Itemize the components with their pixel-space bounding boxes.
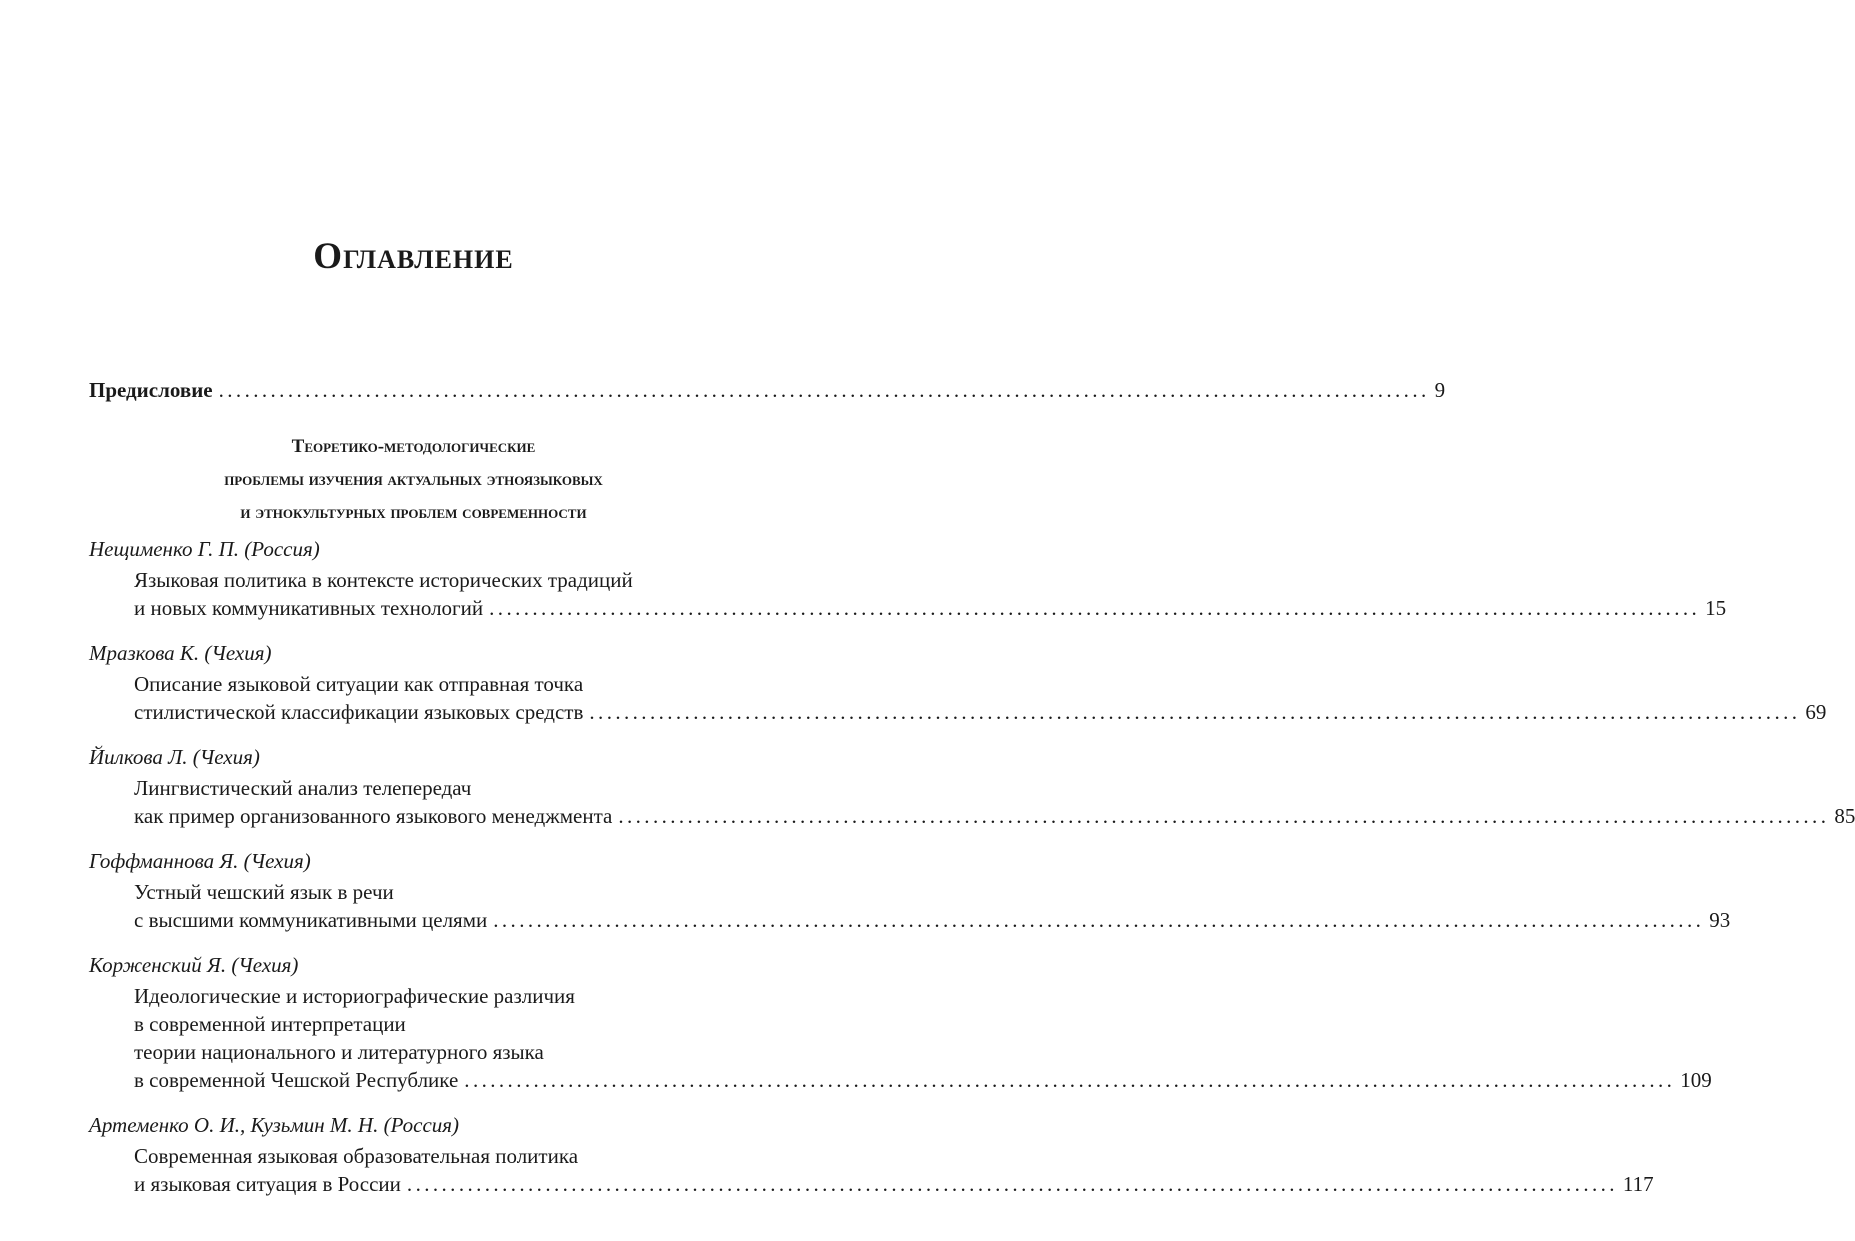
entry-title [134, 670, 1827, 726]
table-of-contents [89, 372, 1855, 1198]
section-heading-line: Теоретико-методологические [291, 436, 536, 457]
entry-title [134, 566, 1727, 622]
entry-title-line: и языковая ситуация в России [134, 1172, 401, 1196]
toc-entry[interactable] [89, 533, 1727, 622]
entry-author: Артеменко О. И., Кузьмин М. Н. (Россия) [89, 1113, 460, 1137]
entry-title-line: Идеологические и историографические различия [134, 984, 575, 1008]
entry-title-line: Лингвистический анализ телепередач [134, 776, 472, 800]
entry-title-line: как пример организованного языкового менеджмента [134, 804, 613, 828]
entry-author: Мразкова К. (Чехия) [89, 641, 272, 665]
entry-title [134, 1142, 1654, 1198]
dot-leader: ............................................................................................................................................ [218, 378, 1430, 402]
entry-title-line: Современная языковая образовательная политика [134, 1144, 579, 1168]
preface-page-number: 9 [1434, 378, 1446, 402]
toc-entry[interactable] [89, 1109, 1654, 1198]
entry-title-last-line [134, 802, 1855, 830]
toc-entry[interactable] [89, 637, 1827, 726]
toc-preface-entry[interactable] [89, 376, 1446, 404]
entry-title-line: теории национального и литературного языка [134, 1040, 544, 1064]
section-heading [89, 430, 738, 529]
entry-page-number: 15 [1705, 596, 1727, 620]
entry-author: Гоффманнова Я. (Чехия) [89, 849, 311, 873]
dot-leader: ............................................................................................................................................ [406, 1172, 1618, 1196]
dot-leader: ............................................................................................................................................ [493, 908, 1705, 932]
toc-entry[interactable] [89, 741, 1855, 830]
entry-title [134, 878, 1731, 934]
entry-author: Йилкова Л. (Чехия) [89, 745, 260, 769]
entry-page-number: 117 [1622, 1172, 1654, 1196]
entry-author: Корженский Я. (Чехия) [89, 953, 299, 977]
page-title: Оглавление [313, 236, 514, 277]
entry-title-line: и новых коммуникативных технологий [134, 596, 484, 620]
entry-title-line: с высшими коммуникативными целями [134, 908, 488, 932]
entry-title-line: в современной Чешской Республике [134, 1068, 459, 1092]
section-heading-line: и этнокультурных проблем современности [240, 502, 587, 523]
entry-title-line: Языковая политика в контексте исторических традиций [134, 568, 633, 592]
dot-leader: ............................................................................................................................................ [618, 804, 1830, 828]
section-heading-line: проблемы изучения актуальных этноязыковых [224, 469, 603, 490]
toc-entry[interactable] [89, 845, 1731, 934]
dot-leader: ............................................................................................................................................ [589, 700, 1801, 724]
entry-title-line: Устный чешский язык в речи [134, 880, 394, 904]
entry-page-number: 109 [1680, 1068, 1712, 1092]
preface-label: Предисловие [89, 378, 213, 402]
entry-title-line: Описание языковой ситуации как отправная точка [134, 672, 584, 696]
entry-title-line: в современной интерпретации [134, 1012, 406, 1036]
entry-page-number: 69 [1805, 700, 1827, 724]
toc-entry[interactable] [89, 949, 1712, 1094]
entry-title-last-line [134, 1066, 1712, 1094]
entry-title [134, 774, 1855, 830]
entry-title-line: стилистической классификации языковых средств [134, 700, 584, 724]
dot-leader: ............................................................................................................................................ [489, 596, 1701, 620]
dot-leader: ............................................................................................................................................ [464, 1068, 1676, 1092]
entry-title-last-line [134, 906, 1731, 934]
entry-title-last-line [134, 1170, 1654, 1198]
entry-author: Нещименко Г. П. (Россия) [89, 537, 320, 561]
entry-title [134, 982, 1712, 1094]
entry-title-last-line [134, 698, 1827, 726]
entry-title-last-line [134, 594, 1727, 622]
entry-page-number: 93 [1709, 908, 1731, 932]
entry-page-number: 85 [1834, 804, 1855, 828]
